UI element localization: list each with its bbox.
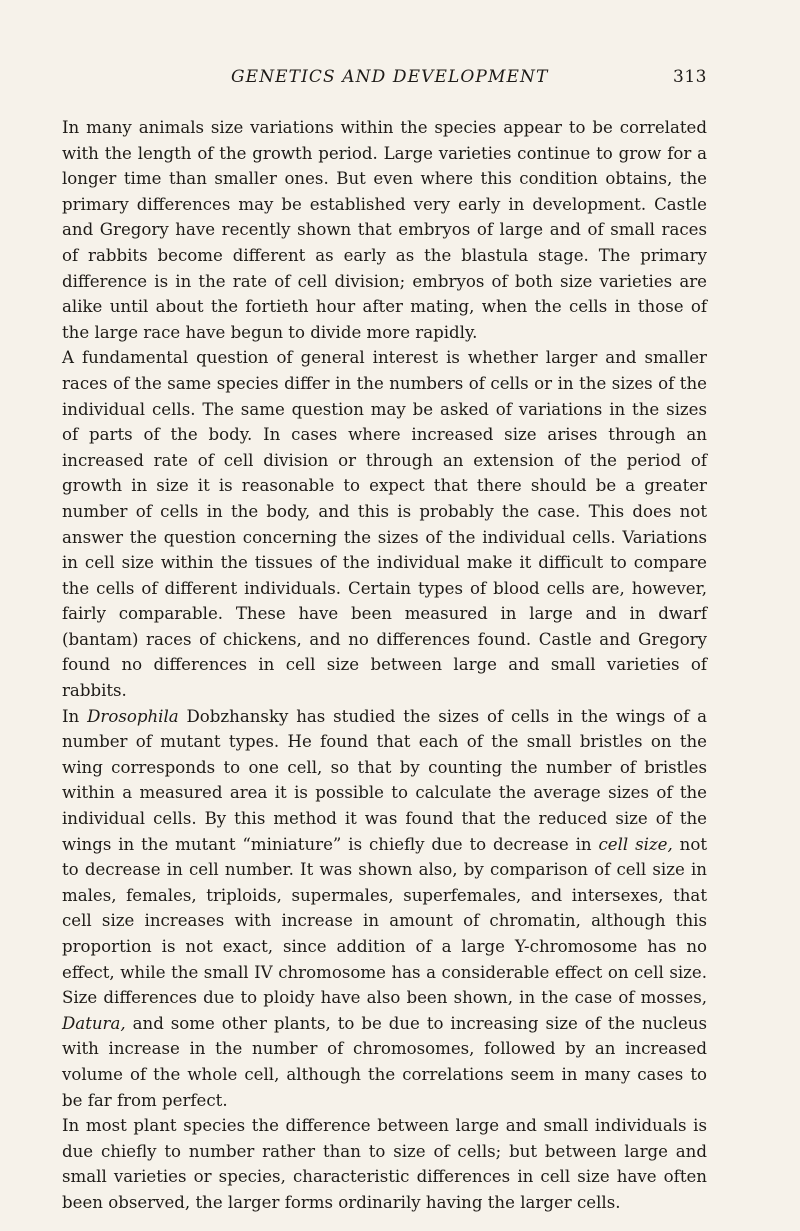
running-title: GENETICS AND DEVELOPMENT (231, 67, 549, 87)
paragraph-text-segment: and some other plants, to be due to increasing size of the nucleus with increase in the number of chromosomes, followed by an increased volume of the whole cell, although the correlations seem in many cases to be far from perfect. (62, 1013, 707, 1110)
paragraph-growth-period: In many animals size variations within the species appear to be correlated with the length of the growth period. Large varieties continue to grow for a longer time than smaller ones. But even where this condition obtains, the primary differences may be established very early in development. Castle and Gregory have recently shown that embryos of large and of small races of rabbits become different as early as the blastula stage. The primary difference is in the rate of cell division; embryos of both size varieties are alike until about the fortieth hour after mating, when the cells in those of the large race have begun to divide more rapidly. (62, 118, 707, 342)
paragraph-text-segment: Dobzhansky has studied the sizes of cells in the wings of a number of mutant types. He found that each of the small bristles on the wing corresponds to one cell, so that by counting the number of bristles within a measured area it is possible to calculate the average sizes of the individual cells. By this method it was found that the reduced size of the wings in the mutant “miniature” is chiefly due to decrease in (62, 706, 707, 854)
paragraph-cell-number-question: A fundamental question of general interest is whether larger and smaller races of the same species differ in the numbers of cells or in the sizes of the individual cells. The same question may be asked of variations in the sizes of parts of the body. In cases where increased size arises through an increased rate of cell division or through an extension of the period of growth in size it is reasonable to expect that there should be a greater number of cells in the body, and this is probably the case. This does not answer the question concerning the sizes of the individual cells. Variations in cell size within the tissues of the individual make it difficult to compare the cells of different individuals. Certain types of blood cells are, however, fairly comparable. These have been measured in large and in dwarf (bantam) races of chickens, and no differences found. Castle and Gregory found no differences in cell size between large and small varieties of rabbits. (62, 348, 707, 701)
paragraph-text-segment: not to decrease in cell number. It was shown also, by comparison of cell size in males, females, triploids, supermales, superfemales, and intersexes, that cell size increases with increase in amount of chromatin, although this proportion is not exact, since addition of a large Y-chromosome has no effect, while the small IV chromosome has a considerable effect on cell size. Size differences due to ploidy have also been shown, in the case of mosses, (62, 834, 707, 1008)
italic-term-datura: Datura, (62, 1013, 126, 1033)
page-number: 313 (673, 67, 707, 87)
paragraph-plant-species: In most plant species the difference between large and small individuals is due chiefly to number rather than to size of cells; but between large and small varieties or species, characteristic differences in cell size have often been observed, the larger forms ordinarily having the larger cells. (62, 1116, 707, 1212)
paragraph-drosophila (62, 704, 707, 1114)
italic-term-drosophila: Drosophila (87, 706, 179, 726)
italic-term-cell-size: cell size, (598, 834, 673, 854)
running-head (62, 67, 707, 93)
paragraph-text-segment: In (62, 706, 88, 726)
body-text (62, 115, 707, 1216)
